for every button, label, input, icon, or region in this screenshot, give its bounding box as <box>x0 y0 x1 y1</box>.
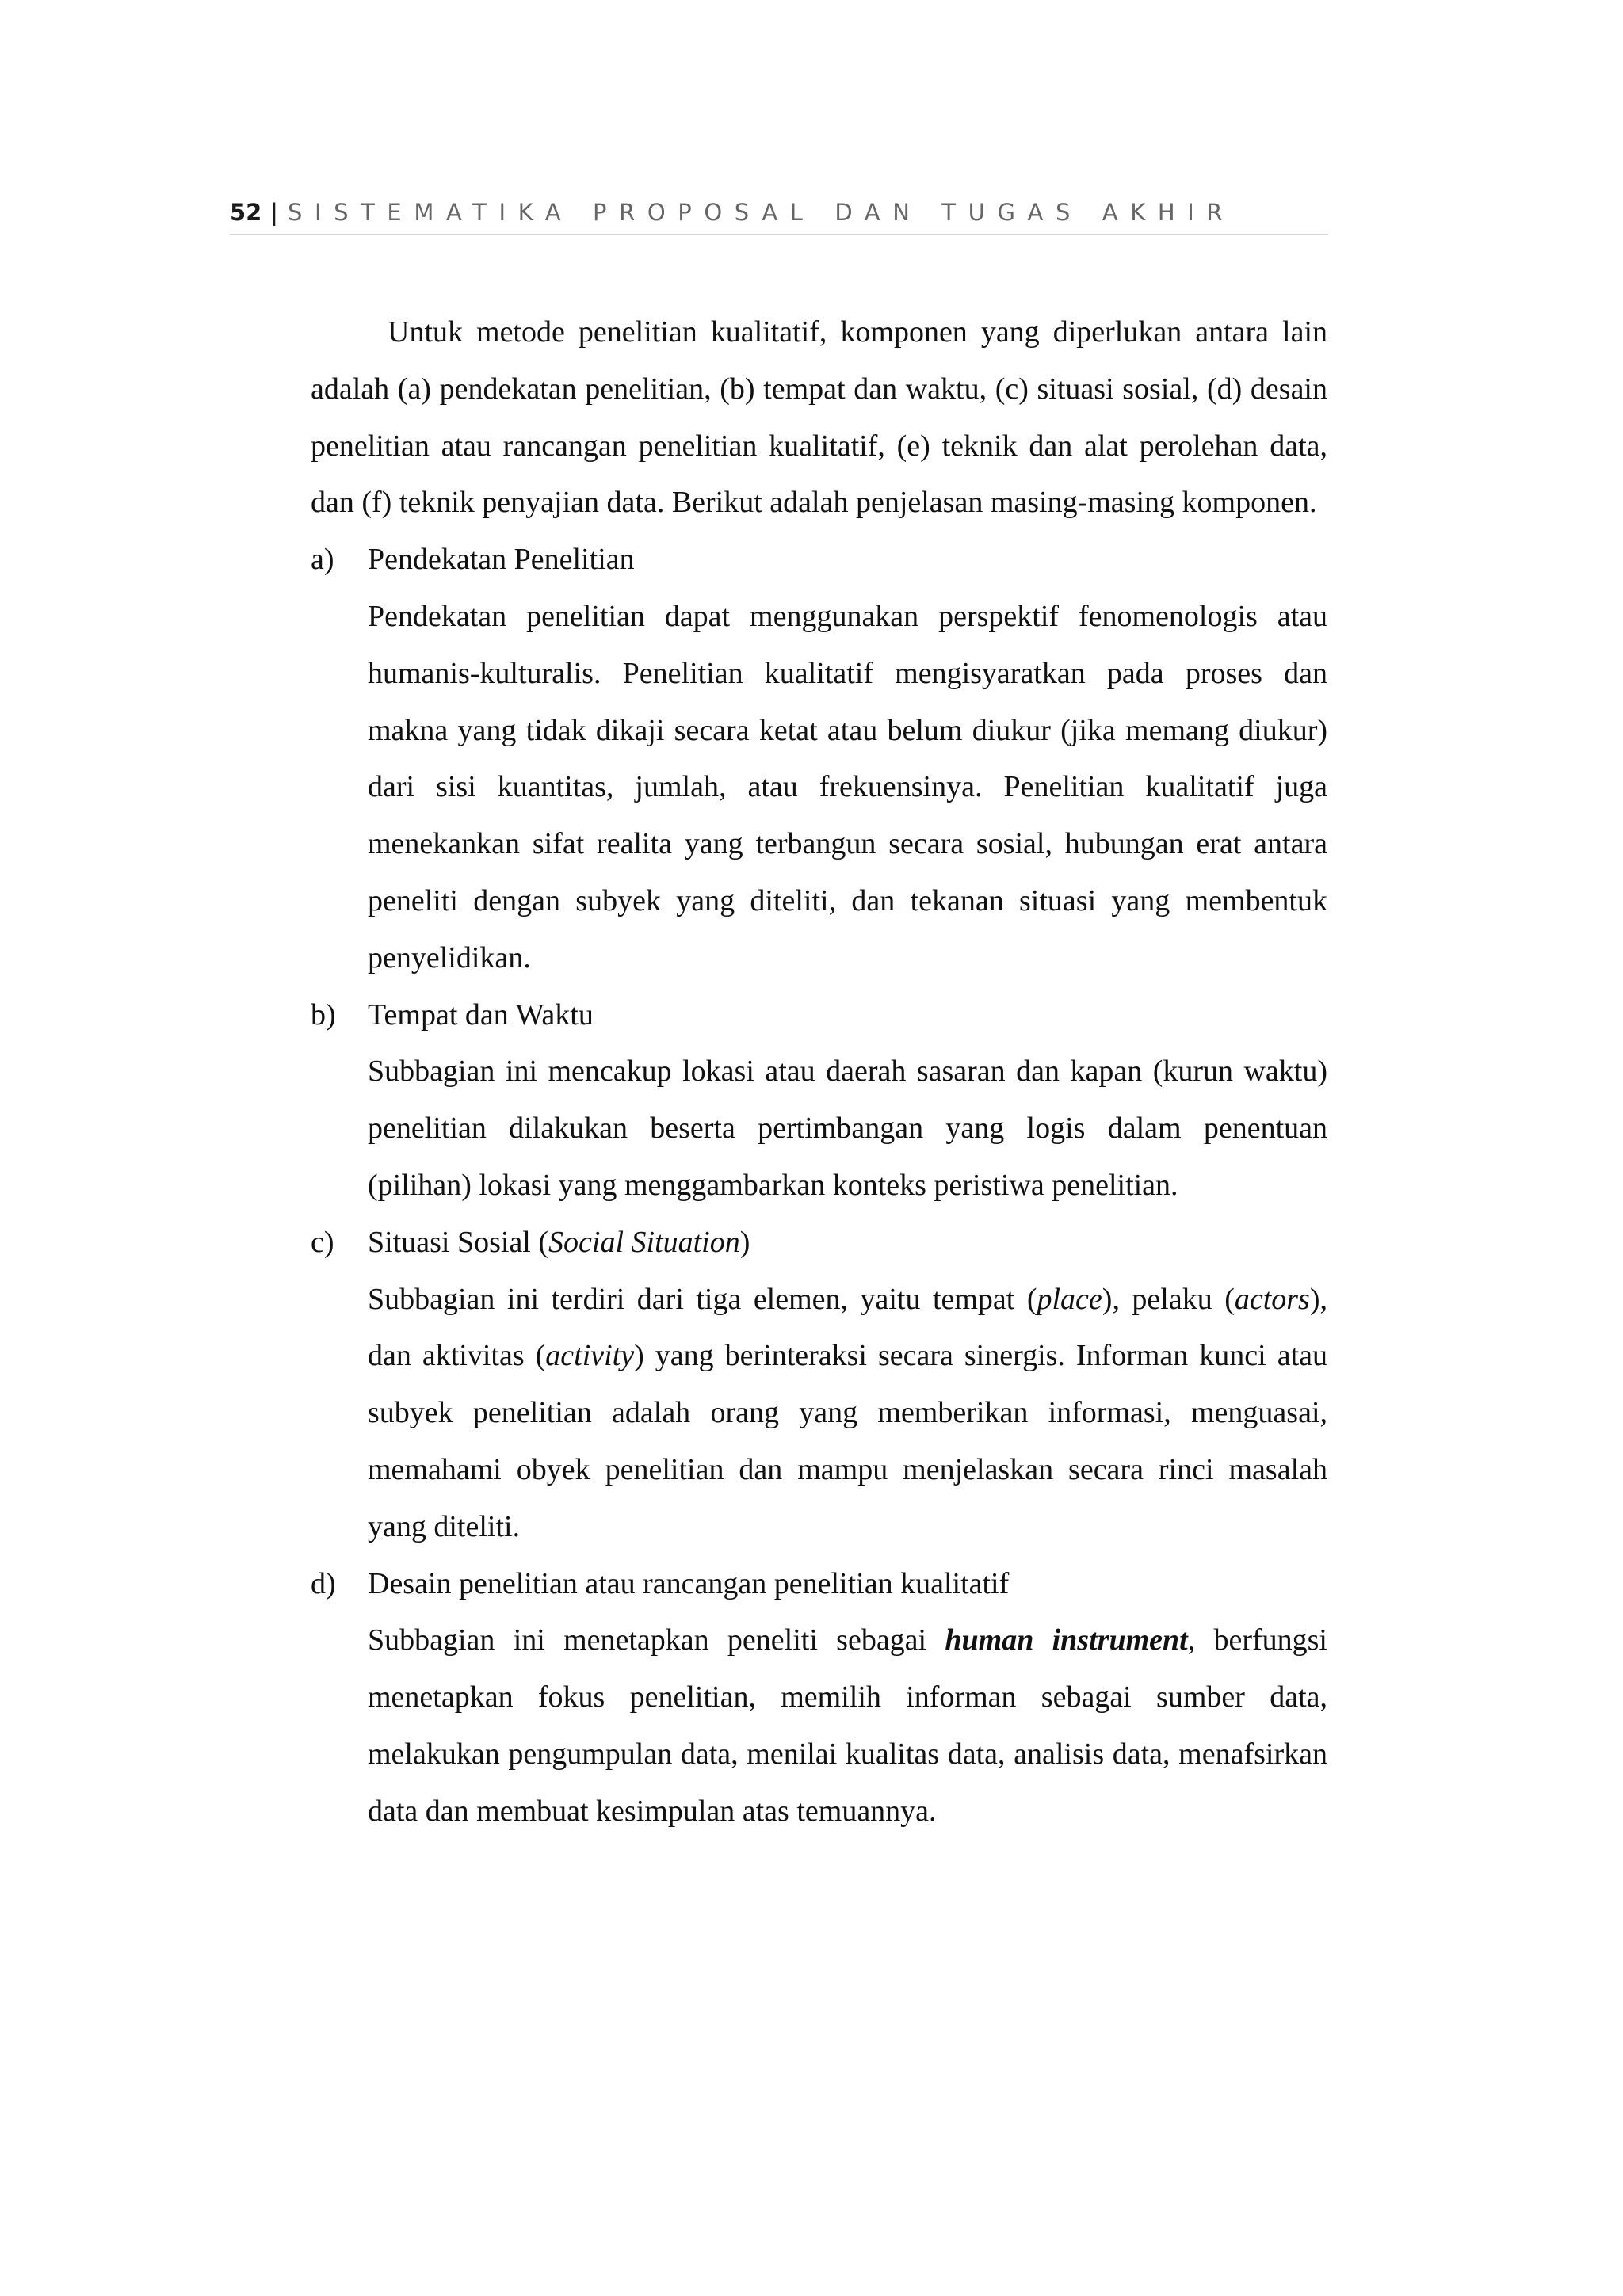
item-title: Desain penelitian atau rancangan penelitian kualitatif <box>368 1566 1010 1600</box>
list-marker: a) <box>311 543 334 577</box>
item-title: Pendekatan Penelitian <box>368 543 635 577</box>
body-text: ) yang berinteraksi secara sinergis. Informan kunci atau subyek penelitian adalah orang yang memberikan informasi, menguasai, memahami obyek penelitian dan mampu menjelaskan secara rinci masalah yang diteliti. <box>368 1339 1327 1543</box>
body-text: ), dan aktivitas ( <box>368 1282 1327 1373</box>
item-title-italic: Social Situation <box>548 1225 740 1259</box>
item-body: Pendekatan penelitian dapat menggunakan perspektif fenomenologis atau humanis-kulturalis. Penelitian kualitatif mengisyaratkan pada proses dan makna yang tidak dikaji secara ketat atau belum diukur (jika memang diukur) dari sisi kuantitas, jumlah, atau frekuensinya. Penelitian kualitatif juga menekankan sifat realita yang terbangun secara sosial, hubungan erat antara peneliti dengan subyek yang diteliti, dan tekanan situasi yang membentuk penyelidikan. <box>368 599 1327 974</box>
body-text: ), pelaku ( <box>1102 1282 1235 1316</box>
running-header <box>230 195 1328 235</box>
page-body <box>311 304 1327 1840</box>
page-number: 52 <box>230 199 262 226</box>
list-marker: b) <box>311 997 336 1032</box>
item-body <box>368 1612 1327 1840</box>
item-title: Tempat dan Waktu <box>368 997 594 1032</box>
body-italic-term: activity <box>545 1339 635 1373</box>
item-body <box>368 1272 1327 1556</box>
body-italic-term: place <box>1037 1282 1102 1316</box>
list-marker: d) <box>311 1566 336 1600</box>
list-item-b <box>311 987 1327 1215</box>
list-item-a <box>311 532 1327 986</box>
running-title: SISTEMATIKA PROPOSAL DAN TUGAS AKHIR <box>287 199 1235 226</box>
item-title-text: Situasi Sosial ( <box>368 1225 549 1259</box>
intro-paragraph: Untuk metode penelitian kualitatif, komponen yang diperlukan antara lain adalah (a) pendekatan penelitian, (b) tempat dan waktu, (c) situasi sosial, (d) desain penelitian atau rancangan penelitian kualitatif, (e) teknik dan alat perolehan data, dan (f) teknik penyajian data. Berikut adalah penjelasan masing-masing komponen. <box>311 315 1327 520</box>
body-bold-italic-term: human instrument <box>945 1623 1188 1657</box>
body-text: , berfungsi menetapkan fokus penelitian, memilih informan sebagai sumber data, melakukan pengumpulan data, menilai kualitas data, analisis data, menafsirkan data dan membuat kesimpulan atas temuannya. <box>368 1623 1327 1828</box>
item-body: Subbagian ini mencakup lokasi atau daerah sasaran dan kapan (kurun waktu) penelitian dilakukan beserta pertimbangan yang logis dalam penentuan (pilihan) lokasi yang menggambarkan konteks peristiwa penelitian. <box>368 1055 1327 1202</box>
item-title-text: ) <box>739 1225 750 1259</box>
list-item-d <box>311 1556 1327 1840</box>
body-text: Subbagian ini terdiri dari tiga elemen, yaitu tempat ( <box>368 1282 1037 1316</box>
list-item-c <box>311 1215 1327 1556</box>
body-italic-term: actors <box>1234 1282 1310 1316</box>
item-title <box>368 1215 1327 1272</box>
header-separator: | <box>269 199 278 226</box>
header-rule <box>230 234 1328 235</box>
body-text: Subbagian ini menetapkan peneliti sebagai <box>368 1623 945 1657</box>
list-marker: c) <box>311 1225 334 1259</box>
